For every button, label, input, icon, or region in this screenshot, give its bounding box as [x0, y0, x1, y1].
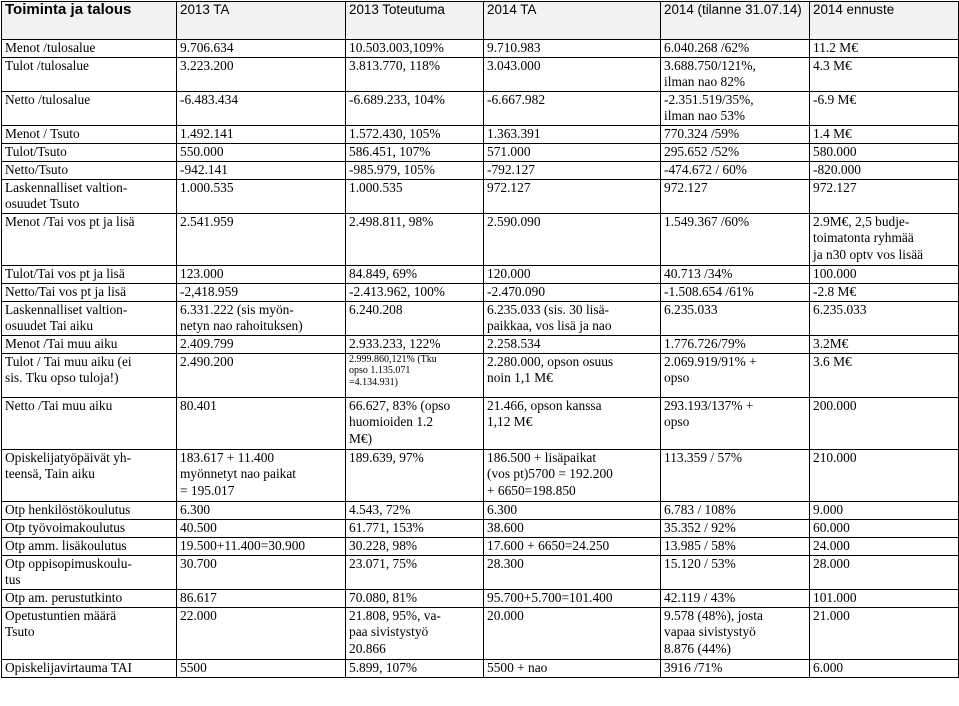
table-cell-2013-toteutuma: 5.899, 107% [346, 659, 484, 677]
table-cell-2013-ta: 22.000 [177, 607, 346, 659]
table-cell-2013-toteutuma: -6.689.233, 104% [346, 91, 484, 125]
table-cell-label: Menot / Tsuto [2, 125, 177, 143]
table-cell-label: Netto/Tsuto [2, 161, 177, 179]
table-cell-label: Menot /Tai muu aiku [2, 335, 177, 353]
header-cell-2014-ennuste: 2014 ennuste [810, 2, 959, 40]
table-cell-2014-ennuste: 60.000 [810, 519, 959, 537]
table-row [2, 265, 959, 283]
table-cell-2013-toteutuma: 586.451, 107% [346, 143, 484, 161]
table-cell-2014-ta: 5500 + nao [484, 659, 661, 677]
table-cell-2013-toteutuma: 2.498.811, 98% [346, 213, 484, 265]
table-cell-2013-toteutuma: 1.572.430, 105% [346, 125, 484, 143]
table-cell-2014-tilanne: 35.352 / 92% [661, 519, 810, 537]
table-cell-2013-ta: 183.617 + 11.400 myönnetyt nao paikat = 195.017 [177, 449, 346, 501]
table-body [2, 40, 959, 678]
table-row [2, 179, 959, 213]
table-row [2, 58, 959, 92]
table-cell-2014-ennuste: 580.000 [810, 143, 959, 161]
table-cell-label: Otp oppisopimuskoulu- tus [2, 555, 177, 589]
table-cell-2014-ennuste: 3.6 M€ [810, 353, 959, 397]
table-cell-2013-ta: 40.500 [177, 519, 346, 537]
table-cell-2013-ta: 30.700 [177, 555, 346, 589]
table-cell-label: Opiskelijavirtauma TAI [2, 659, 177, 677]
table-cell-2014-ennuste: 1.4 M€ [810, 125, 959, 143]
table-cell-label: Laskennalliset valtion- osuudet Tsuto [2, 179, 177, 213]
table-row [2, 161, 959, 179]
table-row [2, 589, 959, 607]
header-cell-title: Toiminta ja talous [2, 2, 177, 40]
table-cell-2014-tilanne: 15.120 / 53% [661, 555, 810, 589]
table-cell-2014-tilanne: 113.359 / 57% [661, 449, 810, 501]
table-cell-2013-ta: 1.492.141 [177, 125, 346, 143]
table-cell-2014-tilanne: -474.672 / 60% [661, 161, 810, 179]
header-cell-2013-toteutuma: 2013 Toteutuma [346, 2, 484, 40]
table-cell-label: Otp työvoimakoulutus [2, 519, 177, 537]
table-cell-2014-ennuste: 11.2 M€ [810, 40, 959, 58]
table-cell-2013-toteutuma: 3.813.770, 118% [346, 58, 484, 92]
table-cell-2013-toteutuma: 30.228, 98% [346, 537, 484, 555]
table-cell-label: Otp amm. lisäkoulutus [2, 537, 177, 555]
table-cell-2013-ta: -6.483.434 [177, 91, 346, 125]
table-cell-2014-ennuste: -2.8 M€ [810, 283, 959, 301]
table-cell-2013-toteutuma: 84.849, 69% [346, 265, 484, 283]
table-row [2, 659, 959, 677]
table-cell-2014-ta: -792.127 [484, 161, 661, 179]
table-cell-2014-ta: 972.127 [484, 179, 661, 213]
table-cell-2014-tilanne: 293.193/137% + opso [661, 397, 810, 449]
table-cell-2013-ta: 123.000 [177, 265, 346, 283]
table-row [2, 397, 959, 449]
table-cell-label: Tulot/Tai vos pt ja lisä [2, 265, 177, 283]
table-cell-2013-ta: 80.401 [177, 397, 346, 449]
table-cell-2014-ennuste: 9.000 [810, 501, 959, 519]
table-cell-2013-ta: 550.000 [177, 143, 346, 161]
table-cell-label: Tulot / Tai muu aiku (ei sis. Tku opso tuloja!) [2, 353, 177, 397]
table-cell-2013-toteutuma: -2.413.962, 100% [346, 283, 484, 301]
table-cell-2014-ennuste: 200.000 [810, 397, 959, 449]
table-cell-2013-ta: 1.000.535 [177, 179, 346, 213]
table-cell-2014-tilanne: 13.985 / 58% [661, 537, 810, 555]
table-cell-2014-tilanne: 1.776.726/79% [661, 335, 810, 353]
table-cell-2013-ta: 9.706.634 [177, 40, 346, 58]
table-cell-2013-ta: -2,418.959 [177, 283, 346, 301]
table-cell-label: Menot /tulosalue [2, 40, 177, 58]
table-cell-2013-toteutuma: 61.771, 153% [346, 519, 484, 537]
table-row [2, 449, 959, 501]
table-cell-2013-toteutuma: 70.080, 81% [346, 589, 484, 607]
table-cell-2014-tilanne: 6.040.268 /62% [661, 40, 810, 58]
table-cell-2014-tilanne: 3916 /71% [661, 659, 810, 677]
table-cell-2014-tilanne: 770.324 /59% [661, 125, 810, 143]
table-cell-2013-toteutuma: 21.808, 95%, va- paa sivistystyö 20.866 [346, 607, 484, 659]
header-cell-2013-ta: 2013 TA [177, 2, 346, 40]
table-cell-label: Otp am. perustutkinto [2, 589, 177, 607]
table-cell-2014-ennuste: 24.000 [810, 537, 959, 555]
table-cell-2014-tilanne: -2.351.519/35%, ilman nao 53% [661, 91, 810, 125]
table-cell-2014-ta: 21.466, opson kanssa 1,12 M€ [484, 397, 661, 449]
table-row [2, 353, 959, 397]
table-row [2, 283, 959, 301]
table-cell-2014-ta: 3.043.000 [484, 58, 661, 92]
table-cell-2014-ennuste: 2.9M€, 2,5 budje- toimatonta ryhmää ja n30 optv vos lisää [810, 213, 959, 265]
table-header-row [2, 2, 959, 40]
table-cell-2013-ta: 2.409.799 [177, 335, 346, 353]
table-cell-2014-ennuste: -6.9 M€ [810, 91, 959, 125]
table-cell-2014-tilanne: 6.235.033 [661, 301, 810, 335]
table-cell-2014-tilanne: 9.578 (48%), josta vapaa sivistystyö 8.876 (44%) [661, 607, 810, 659]
table-cell-2014-ta: -6.667.982 [484, 91, 661, 125]
table-cell-2013-ta: 3.223.200 [177, 58, 346, 92]
table-cell-2014-tilanne: 6.783 / 108% [661, 501, 810, 519]
table-row [2, 501, 959, 519]
table-cell-2013-toteutuma: 4.543, 72% [346, 501, 484, 519]
table-row [2, 125, 959, 143]
table-row [2, 555, 959, 589]
table-cell-2014-ennuste: 6.000 [810, 659, 959, 677]
table-cell-2014-ta: 95.700+5.700=101.400 [484, 589, 661, 607]
table-cell-2014-tilanne: 972.127 [661, 179, 810, 213]
table-cell-label: Netto /tulosalue [2, 91, 177, 125]
table-row [2, 301, 959, 335]
table-cell-2013-ta: 2.490.200 [177, 353, 346, 397]
table-cell-label: Netto/Tai vos pt ja lisä [2, 283, 177, 301]
table-cell-2014-ennuste: 210.000 [810, 449, 959, 501]
table-cell-2014-tilanne: 3.688.750/121%, ilman nao 82% [661, 58, 810, 92]
finance-table [1, 1, 959, 678]
table-cell-2014-tilanne: 295.652 /52% [661, 143, 810, 161]
table-row [2, 143, 959, 161]
table-cell-2014-ta: -2.470.090 [484, 283, 661, 301]
table-cell-2014-ta: 2.280.000, opson osuus noin 1,1 M€ [484, 353, 661, 397]
table-cell-2013-ta: 6.300 [177, 501, 346, 519]
header-cell-2014-tilanne: 2014 (tilanne 31.07.14) [661, 2, 810, 40]
table-cell-label: Menot /Tai vos pt ja lisä [2, 213, 177, 265]
table-cell-2013-toteutuma: 1.000.535 [346, 179, 484, 213]
table-row [2, 213, 959, 265]
table-cell-label: Tulot /tulosalue [2, 58, 177, 92]
table-row [2, 335, 959, 353]
table-cell-2014-tilanne: -1.508.654 /61% [661, 283, 810, 301]
table-cell-2014-ta: 120.000 [484, 265, 661, 283]
table-cell-2014-ennuste: 6.235.033 [810, 301, 959, 335]
table-cell-2014-ennuste: 21.000 [810, 607, 959, 659]
table-row [2, 40, 959, 58]
table-cell-label: Opetustuntien määrä Tsuto [2, 607, 177, 659]
table-cell-2014-ta: 9.710.983 [484, 40, 661, 58]
table-cell-2014-tilanne: 1.549.367 /60% [661, 213, 810, 265]
table-cell-2014-tilanne: 40.713 /34% [661, 265, 810, 283]
table-cell-2013-toteutuma: 2.999.860,121% (Tku opso 1.135.071 =4.134.931) [346, 353, 484, 397]
header-cell-2014-ta: 2014 TA [484, 2, 661, 40]
table-cell-2013-toteutuma: 10.503.003,109% [346, 40, 484, 58]
table-cell-2014-ta: 186.500 + lisäpaikat (vos pt)5700 = 192.200 + 6650=198.850 [484, 449, 661, 501]
table-cell-label: Laskennalliset valtion- osuudet Tai aiku [2, 301, 177, 335]
table-cell-2013-toteutuma: 23.071, 75% [346, 555, 484, 589]
table-cell-2014-ta: 17.600 + 6650=24.250 [484, 537, 661, 555]
table-cell-2014-ennuste: 3.2M€ [810, 335, 959, 353]
table-cell-2014-ta: 20.000 [484, 607, 661, 659]
table-cell-2013-ta: 6.331.222 (sis myön- netyn nao rahoituksen) [177, 301, 346, 335]
table-cell-2014-ta: 28.300 [484, 555, 661, 589]
table-cell-2013-ta: 86.617 [177, 589, 346, 607]
table-cell-2014-ennuste: -820.000 [810, 161, 959, 179]
table-cell-2014-ta: 2.590.090 [484, 213, 661, 265]
table-cell-2013-ta: -942.141 [177, 161, 346, 179]
table-cell-label: Tulot/Tsuto [2, 143, 177, 161]
table-row [2, 537, 959, 555]
table-cell-2014-ta: 6.235.033 (sis. 30 lisä- paikkaa, vos lisä ja nao [484, 301, 661, 335]
table-cell-2014-tilanne: 2.069.919/91% + opso [661, 353, 810, 397]
table-cell-2014-ta: 2.258.534 [484, 335, 661, 353]
table-row [2, 519, 959, 537]
table-cell-2013-toteutuma: 66.627, 83% (opso huomioiden 1.2 M€) [346, 397, 484, 449]
table-row [2, 607, 959, 659]
table-cell-2013-ta: 2.541.959 [177, 213, 346, 265]
table-cell-label: Netto /Tai muu aiku [2, 397, 177, 449]
table-cell-label: Otp henkilöstökoulutus [2, 501, 177, 519]
table-cell-2014-ennuste: 100.000 [810, 265, 959, 283]
table-cell-2013-toteutuma: 189.639, 97% [346, 449, 484, 501]
table-cell-2014-ennuste: 972.127 [810, 179, 959, 213]
table-cell-2014-ennuste: 101.000 [810, 589, 959, 607]
table-cell-label: Opiskelijatyöpäivät yh- teensä, Tain aiku [2, 449, 177, 501]
table-cell-2014-ta: 1.363.391 [484, 125, 661, 143]
table-cell-2014-ta: 38.600 [484, 519, 661, 537]
table-cell-2014-ta: 571.000 [484, 143, 661, 161]
table-cell-2013-ta: 5500 [177, 659, 346, 677]
table-cell-2014-ta: 6.300 [484, 501, 661, 519]
table-row [2, 91, 959, 125]
table-cell-2014-ennuste: 28.000 [810, 555, 959, 589]
table-cell-2013-toteutuma: -985.979, 105% [346, 161, 484, 179]
table-cell-2013-toteutuma: 2.933.233, 122% [346, 335, 484, 353]
table-cell-2014-ennuste: 4.3 M€ [810, 58, 959, 92]
table-cell-2013-ta: 19.500+11.400=30.900 [177, 537, 346, 555]
table-cell-2013-toteutuma: 6.240.208 [346, 301, 484, 335]
table-cell-2014-tilanne: 42.119 / 43% [661, 589, 810, 607]
